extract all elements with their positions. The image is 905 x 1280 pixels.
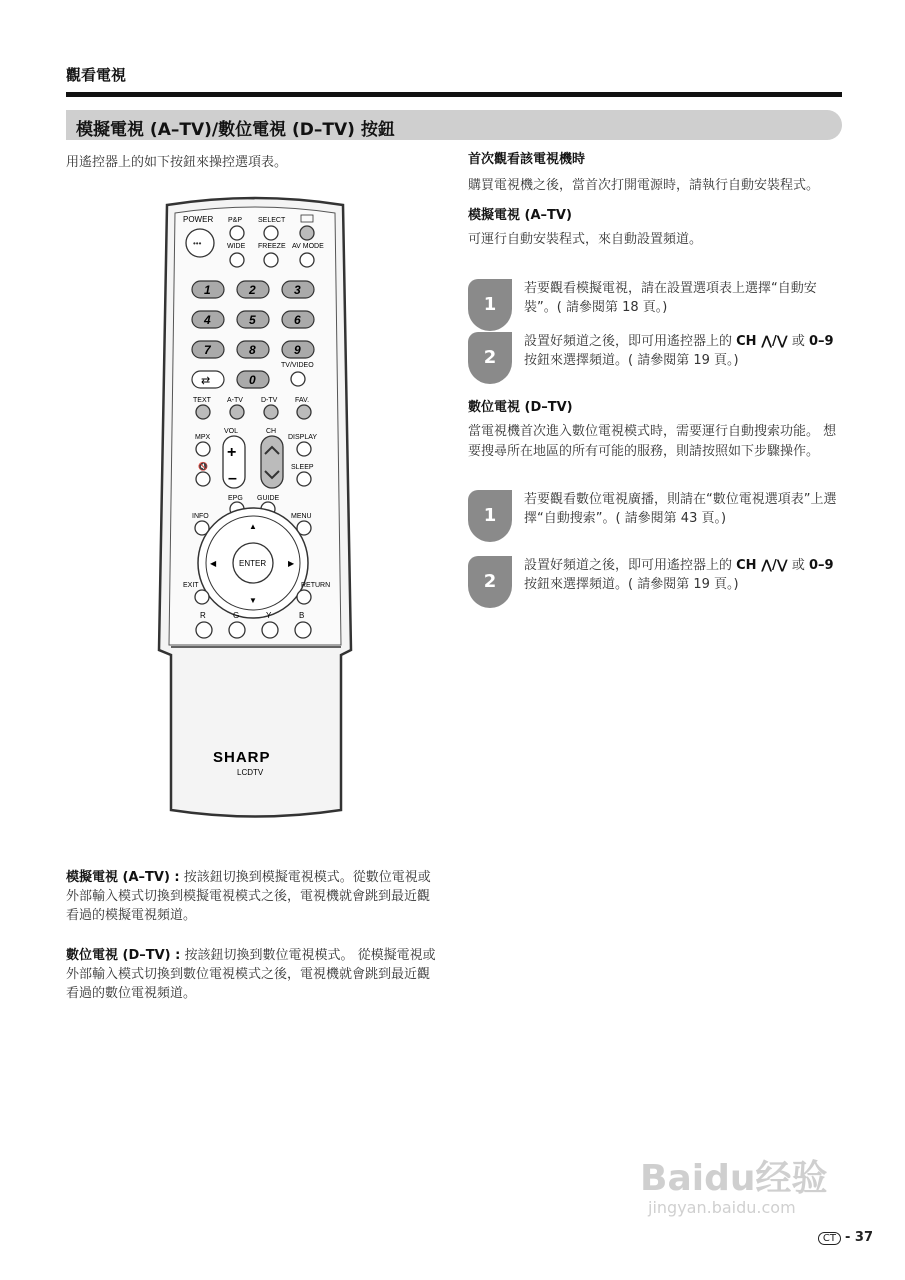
channel-rocker[interactable] [261,436,283,488]
atv-heading: 模擬電視 (A–TV) [468,208,572,223]
flashback-icon: ⇄ [201,375,211,387]
enter-label: ENTER [239,559,267,568]
digit-label-1: 1 [204,283,211,297]
watermark-logo: Baidu经验 [640,1158,828,1199]
atv-label: A-TV [227,397,243,404]
avmode-label: AV MODE [292,243,324,250]
sleep-button[interactable] [297,472,311,486]
model-label: LCDTV [237,768,264,777]
brand-logo: SHARP [213,749,271,766]
exit-label: EXIT [183,582,199,589]
step-number: 1 [468,490,512,542]
freeze-button[interactable] [264,253,278,267]
epg-label: EPG [228,495,243,502]
select-label: SELECT [258,217,286,224]
volume-up-icon: + [227,444,237,461]
step-text [524,332,844,370]
sleep-label: SLEEP [291,464,314,471]
header-rule [66,92,842,97]
ch-keys: CH ⋀/⋁ [736,558,788,573]
language-badge: CT [818,1232,841,1245]
digit-keys: 0–9 [809,558,834,573]
digit-label-7: 7 [204,343,211,357]
page-title: 模擬電視 (A–TV)/數位電視 (D–TV) 按鈕 [76,120,395,140]
atv-description-label: 模擬電視 (A–TV) : [66,870,180,885]
intro-text: 用遙控器上的如下按鈕來操控選項表。 [66,155,288,170]
pp-button[interactable] [230,226,244,240]
tvvideo-button[interactable] [291,372,305,386]
tvvideo-label: TV/VIDEO [281,362,314,369]
digit-label-8: 8 [249,343,256,357]
watermark-url: jingyan.baidu.com [648,1198,796,1217]
teletext-button[interactable] [300,226,314,240]
first-time-section [468,150,843,250]
digit-label-2: 2 [249,283,256,297]
step-number: 2 [468,332,512,384]
svg-text:•••: ••• [193,239,202,248]
digit-label-9: 9 [294,343,301,357]
dpad-down-icon: ▼ [249,596,257,605]
step-text-pre: 設置好頻道之後，即可用遙控器上的 [524,558,737,573]
ch-keys: CH ⋀/⋁ [736,334,788,349]
step-text-post: 按鈕來選擇頻道。( 請參閱第 19 頁。) [524,577,739,592]
display-label: DISPLAY [288,434,318,441]
mpx-button[interactable] [196,442,210,456]
exit-button[interactable] [195,590,209,604]
vol-label: VOL [224,428,239,435]
yellow-button[interactable] [262,622,278,638]
dtv-button[interactable] [264,405,278,419]
dtv-button-description [66,946,438,1003]
step-text-mid: 或 [787,558,810,573]
step-text-pre: 設置好頻道之後，即可用遙控器上的 [524,334,737,349]
mute-icon: 🔇 [198,462,208,471]
fav-button[interactable] [297,405,311,419]
text-label: TEXT [193,397,211,404]
remote-illustration [155,195,355,829]
dtv-section [468,398,843,462]
dtv-label: D-TV [261,397,278,404]
yellow-label: Y [266,611,272,620]
info-label: INFO [192,513,209,520]
digit-keys: 0–9 [809,334,834,349]
avmode-button[interactable] [300,253,314,267]
digit-label-6: 6 [294,313,301,327]
fav-label: FAV. [295,397,310,404]
atv-button[interactable] [230,405,244,419]
red-label: R [200,611,206,620]
freeze-label: FREEZE [258,243,286,250]
ch-label: CH [266,428,277,435]
mpx-label: MPX [195,434,211,441]
display-button[interactable] [297,442,311,456]
first-time-text: 購買電視機之後，當首次打開電源時，請執行自動安裝程式。 [468,178,820,193]
first-time-heading: 首次觀看該電視機時 [468,152,586,167]
step-text-post: 按鈕來選擇頻道。( 請參閱第 19 頁。) [524,353,739,368]
menu-label: MENU [291,513,312,520]
select-button[interactable] [264,226,278,240]
page-number-text: - 37 [844,1230,873,1245]
volume-down-icon: – [228,470,237,487]
return-label: RETURN [301,582,331,589]
pp-label: P&P [228,217,243,224]
digit-label-4: 4 [204,313,211,327]
page-number [818,1230,873,1245]
dtv-description-label: 數位電視 (D–TV) : [66,948,181,963]
step-number: 1 [468,279,512,331]
blue-button[interactable] [295,622,311,638]
title-bar [66,110,842,140]
green-label: G [233,611,240,620]
power-label: POWER [183,215,214,224]
digit-label-0: 0 [249,373,256,387]
green-button[interactable] [229,622,245,638]
dtv-description-text: 按該鈕切換到數位電視模式。 從模擬電視或外部輸入模式切換到數位電視模式之後，電視機就會跳到最近觀看過的數位電視頻道。 [66,948,436,1001]
red-button[interactable] [196,622,212,638]
dtv-text: 當電視機首次進入數位電視模式時，需要運行自動搜索功能。 想要搜尋所在地區的所有可能的服務，則請按照如下步驟操作。 [468,424,837,459]
digit-label-3: 3 [294,283,301,297]
atv-text: 可運行自動安裝程式，來自動設置頻道。 [468,232,703,247]
step-number: 2 [468,556,512,608]
wide-button[interactable] [230,253,244,267]
atv-button-description [66,868,438,925]
text-button[interactable] [196,405,210,419]
guide-label: GUIDE [257,495,280,502]
return-button[interactable] [297,590,311,604]
atv-description-text: 按該鈕切換到模擬電視模式。從數位電視或外部輸入模式切換到模擬電視模式之後，電視機就會跳到最近觀看過的模擬電視頻道。 [66,870,431,923]
mute-button[interactable] [196,472,210,486]
dtv-heading: 數位電視 (D–TV) [468,400,573,415]
step-text: 若要觀看數位電視廣播，則請在“數位電視選項表”上選擇“自動搜索”。( 請參閱第 43 頁。) [524,492,837,526]
dpad-left-icon: ◀ [210,559,217,568]
digit-label-5: 5 [249,313,256,327]
step-text [524,556,844,594]
step-text-mid: 或 [787,334,810,349]
blue-label: B [299,611,305,620]
wide-label: WIDE [227,243,246,250]
dpad-right-icon: ▶ [288,559,295,568]
section-header: 觀看電視 [66,66,127,84]
step-text: 若要觀看模擬電視，請在設置選項表上選擇“自動安裝”。( 請參閱第 18 頁。) [524,281,817,315]
dpad-up-icon: ▲ [249,522,257,531]
